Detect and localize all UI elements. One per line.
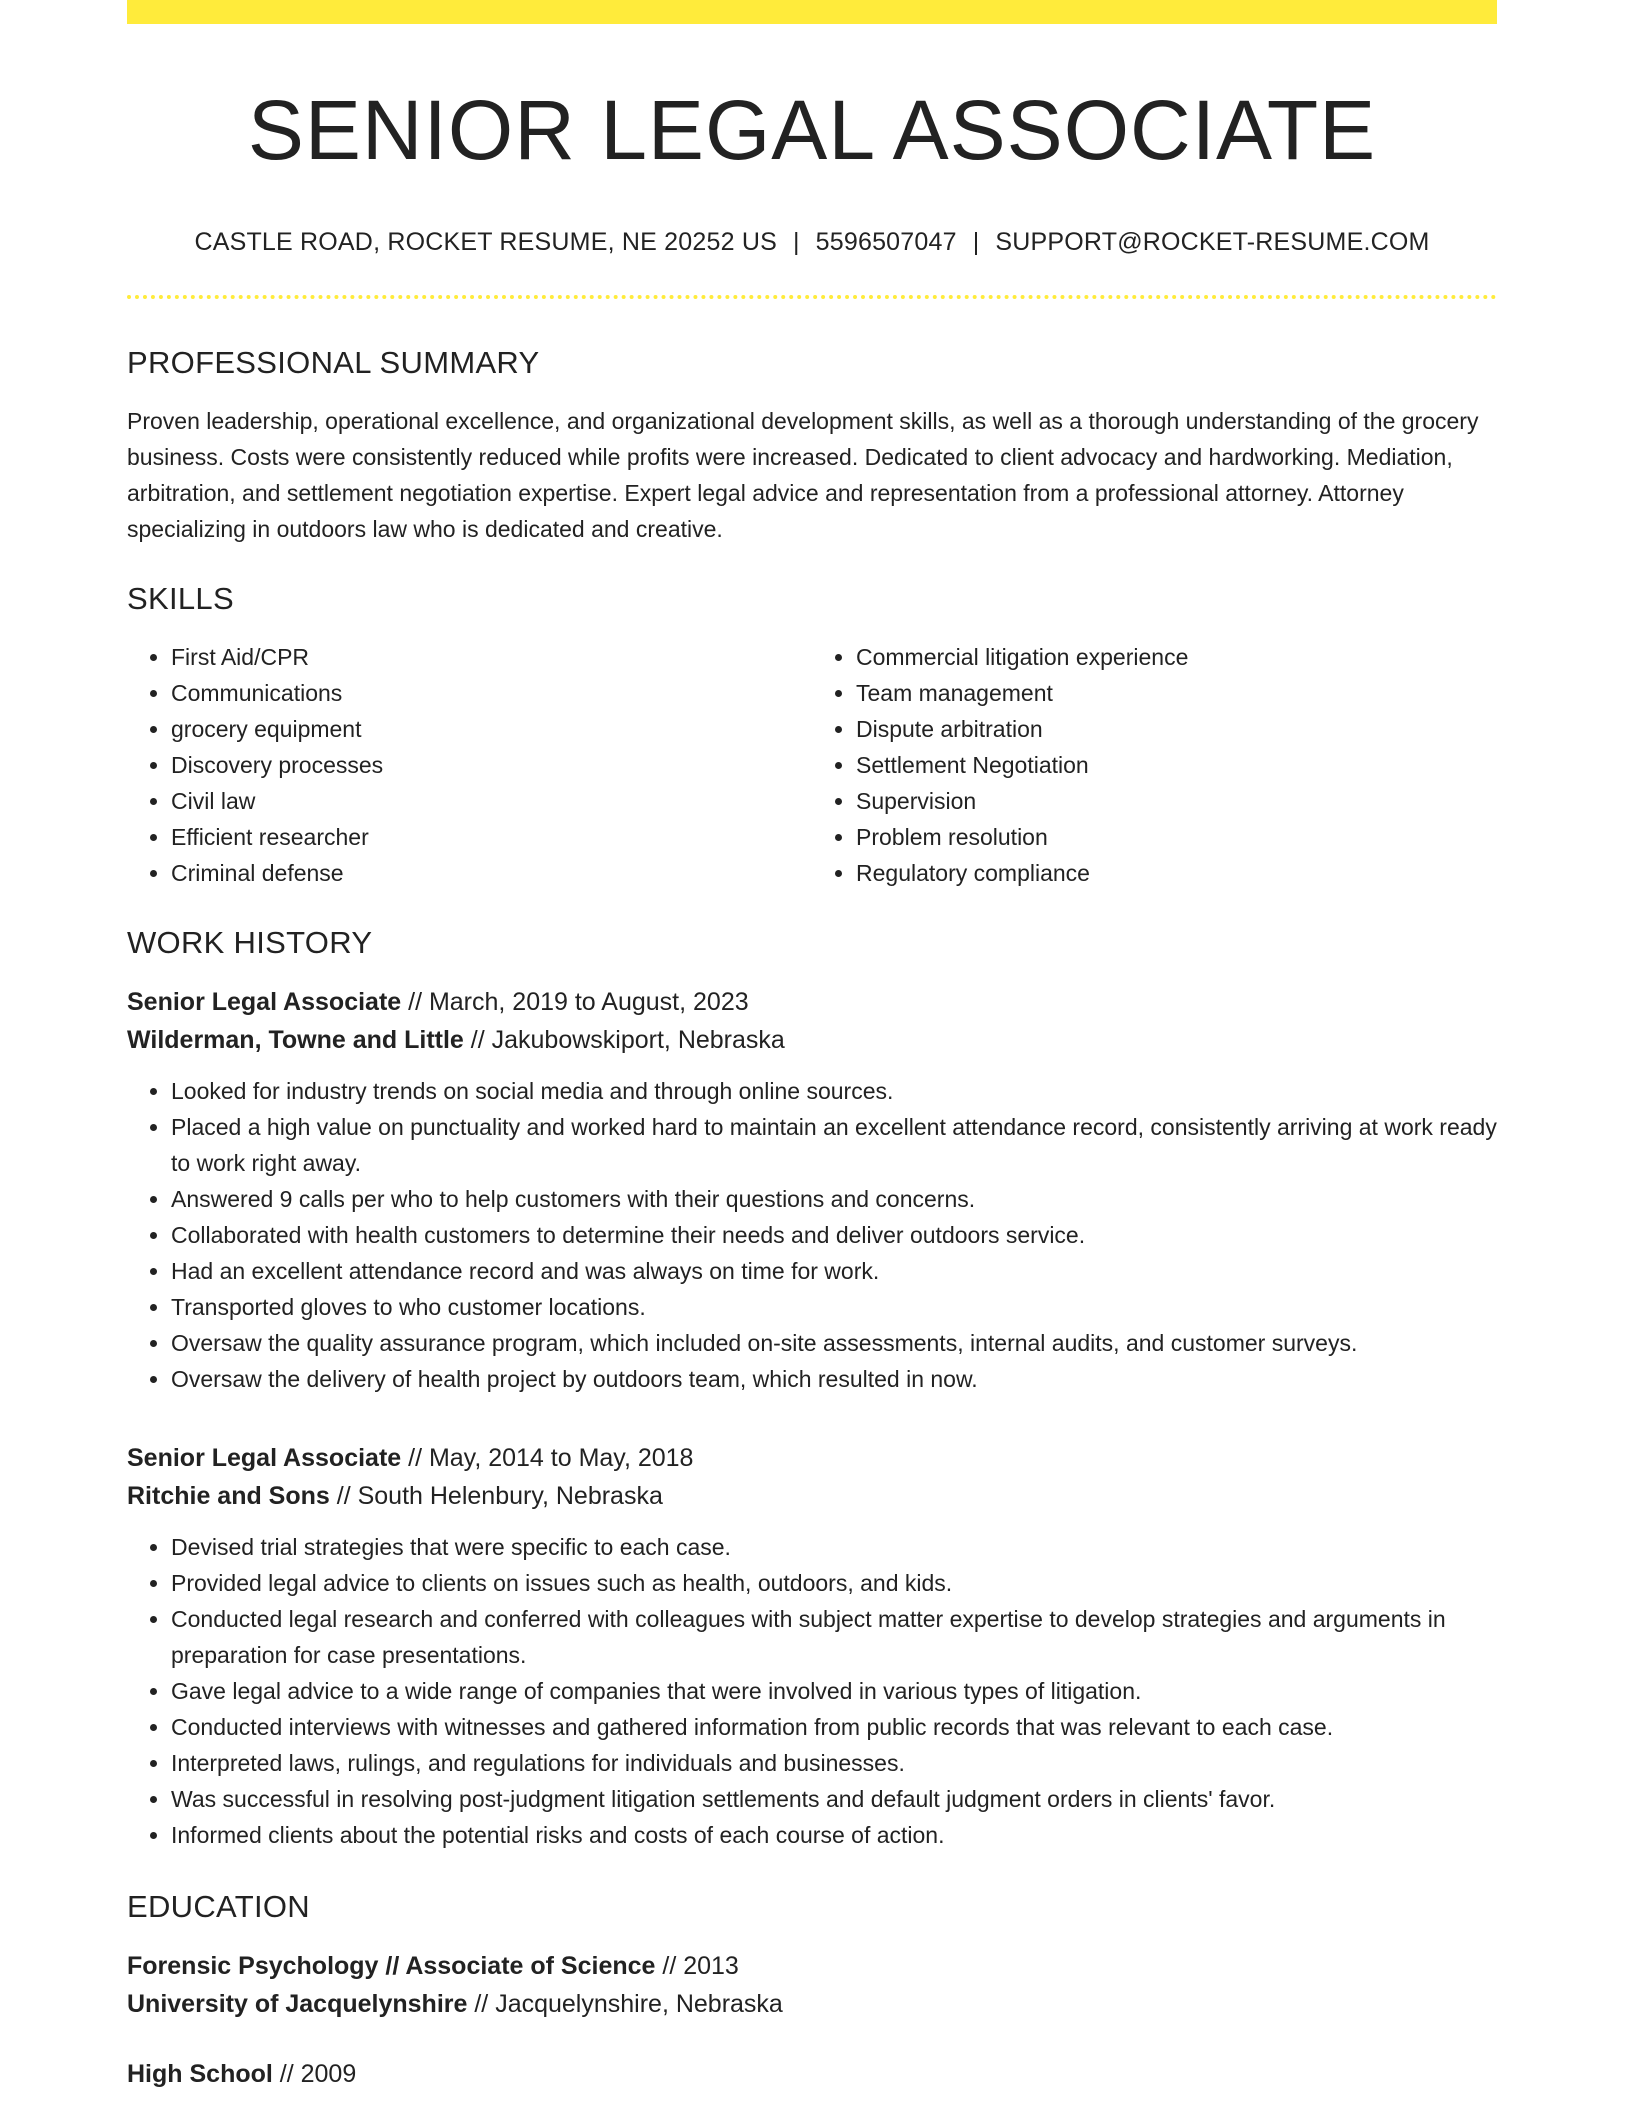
skill-item: • Efficient researcher [171, 819, 812, 855]
skill-item: • Problem resolution [856, 819, 1497, 855]
education-heading: EDUCATION [127, 1889, 310, 1925]
summary-heading: PROFESSIONAL SUMMARY [127, 345, 540, 381]
skills-columns [127, 639, 1497, 891]
job-bullet: • Looked for industry trends on social media and through online sources. [171, 1073, 1497, 1109]
job-bullets [127, 1529, 1497, 1853]
skill-item: • Commercial litigation experience [856, 639, 1497, 675]
job-company: Ritchie and Sons [127, 1482, 330, 1511]
skill-item: • Criminal defense [171, 855, 812, 891]
job-bullet: • Collaborated with health customers to determine their needs and deliver outdoors service. [171, 1217, 1497, 1253]
job-bullet: • Conducted interviews with witnesses and gathered information from public records that was relevant to each case. [171, 1709, 1497, 1745]
education-degree-line [127, 2055, 1497, 2093]
header-divider [127, 295, 1497, 299]
job-entry [127, 983, 1497, 1397]
job-dates: // March, 2019 to August, 2023 [401, 988, 749, 1017]
job-bullet: • Interpreted laws, rulings, and regulations for individuals and businesses. [171, 1745, 1497, 1781]
education-school-line [127, 1985, 1497, 2023]
skills-heading: SKILLS [127, 581, 234, 617]
skill-item: • Regulatory compliance [856, 855, 1497, 891]
accent-bar [127, 0, 1497, 24]
skills-list-left [127, 639, 812, 891]
job-bullet: • Answered 9 calls per who to help customers with their questions and concerns. [171, 1181, 1497, 1217]
skill-item: • Team management [856, 675, 1497, 711]
job-bullet: • Had an excellent attendance record and was always on time for work. [171, 1253, 1497, 1289]
job-title-line [127, 983, 1497, 1021]
skill-item: • Dispute arbitration [856, 711, 1497, 747]
job-location: // Jakubowskiport, Nebraska [463, 1026, 785, 1055]
skill-item: • Communications [171, 675, 812, 711]
resume-page [127, 0, 1497, 2093]
job-bullet: • Oversaw the delivery of health project by outdoors team, which resulted in now. [171, 1361, 1497, 1397]
job-bullet: • Devised trial strategies that were specific to each case. [171, 1529, 1497, 1565]
skill-item: • Settlement Negotiation [856, 747, 1497, 783]
education-location: // Jacquelynshire, Nebraska [467, 1990, 783, 2019]
job-bullet: • Transported gloves to who customer locations. [171, 1289, 1497, 1325]
job-bullet: • Placed a high value on punctuality and worked hard to maintain an excellent attendance record, consistently arriving at work ready to work right away. [171, 1109, 1497, 1181]
education-degree-line [127, 1947, 1497, 1985]
skill-item: • Discovery processes [171, 747, 812, 783]
job-bullet: • Provided legal advice to clients on issues such as health, outdoors, and kids. [171, 1565, 1497, 1601]
skill-item: • Supervision [856, 783, 1497, 819]
job-bullets [127, 1073, 1497, 1397]
job-bullet: • Oversaw the quality assurance program, which included on-site assessments, internal audits, and customer surveys. [171, 1325, 1497, 1361]
contact-address: CASTLE ROAD, ROCKET RESUME, NE 20252 US [194, 228, 777, 257]
skill-item: • First Aid/CPR [171, 639, 812, 675]
job-dates: // May, 2014 to May, 2018 [401, 1444, 694, 1473]
job-company: Wilderman, Towne and Little [127, 1026, 464, 1055]
job-bullet: • Gave legal advice to a wide range of companies that were involved in various types of litigation. [171, 1673, 1497, 1709]
job-entry [127, 1439, 1497, 1853]
contact-email: SUPPORT@ROCKET-RESUME.COM [995, 228, 1430, 257]
skills-list-right [812, 639, 1497, 891]
job-location: // South Helenbury, Nebraska [329, 1482, 663, 1511]
work-history-heading: WORK HISTORY [127, 925, 373, 961]
job-bullet: • Informed clients about the potential risks and costs of each course of action. [171, 1817, 1497, 1853]
job-bullet: • Was successful in resolving post-judgment litigation settlements and default judgment orders in clients' favor. [171, 1781, 1497, 1817]
education-entry [127, 1947, 1497, 2023]
contact-separator: | [792, 228, 800, 257]
education-degree: High School [127, 2060, 273, 2089]
job-company-line [127, 1021, 1497, 1059]
education-degree: Forensic Psychology // Associate of Science [127, 1952, 656, 1981]
education-entry [127, 2055, 1497, 2093]
education-year: // 2013 [655, 1952, 739, 1981]
job-title-line [127, 1439, 1497, 1477]
job-company-line [127, 1477, 1497, 1515]
job-title: Senior Legal Associate [127, 988, 402, 1017]
contact-phone: 5596507047 [815, 228, 957, 257]
contact-line [127, 228, 1497, 257]
resume-name: SENIOR LEGAL ASSOCIATE [247, 83, 1377, 177]
summary-text: Proven leadership, operational excellence, and organizational development skills, as well as a thorough understanding of the grocery business. Costs were consistently reduced while profits were increased. Dedicated to client advocacy and hardworking. Mediation, arbitration, and settlement negotiation expertise. Expert legal advice and representation from a professional attorney. Attorney specializing in outdoors law who is dedicated and creative. [127, 408, 1479, 543]
skill-item: • grocery equipment [171, 711, 812, 747]
job-bullet: • Conducted legal research and conferred with colleagues with subject matter expertise to develop strategies and arguments in preparation for case presentations. [171, 1601, 1497, 1673]
contact-separator: | [972, 228, 980, 257]
education-year: // 2009 [272, 2060, 357, 2089]
job-title: Senior Legal Associate [127, 1444, 402, 1473]
skill-item: • Civil law [171, 783, 812, 819]
education-school: University of Jacquelynshire [127, 1990, 468, 2019]
